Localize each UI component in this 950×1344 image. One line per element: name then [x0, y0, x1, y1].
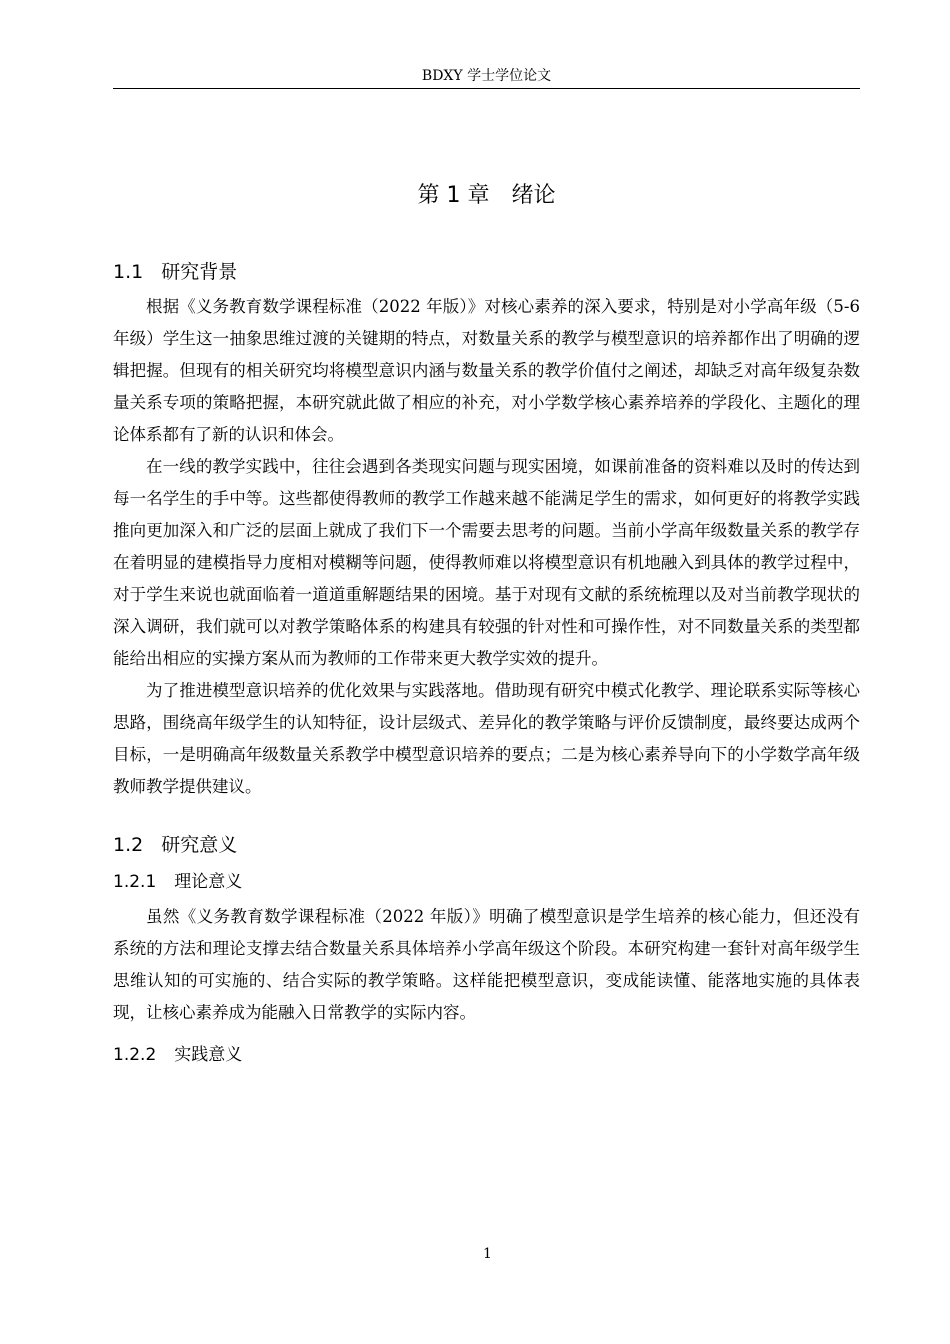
section-number: 1.1 [113, 261, 144, 283]
section-number: 1.2 [113, 834, 144, 856]
section-title: 研究背景 [161, 261, 238, 283]
section-title: 研究意义 [161, 834, 238, 856]
subsection-heading-1-2-1 [113, 866, 860, 898]
subsection-title: 理论意义 [174, 872, 243, 892]
subsection-number: 1.2.1 [113, 872, 157, 892]
page-number: 1 [483, 1246, 492, 1262]
paragraph: 为了推进模型意识培养的优化效果与实践落地。借助现有研究中模式化教学、理论联系实际等核心思路，围绕高年级学生的认知特征，设计层级式、差异化的教学策略与评价反馈制度，最终要达成两个目标，一是明确高年级数量关系教学中模型意识培养的要点；二是为核心素养导向下的小学数学高年级教师教学提供建议。 [113, 681, 860, 796]
page-content [113, 176, 860, 1074]
subsection-number: 1.2.2 [113, 1045, 157, 1065]
subsection-heading-1-2-2 [113, 1039, 860, 1071]
paragraph: 虽然《义务教育数学课程标准（2022 年版）》明确了模型意识是学生培养的核心能力，但还没有系统的方法和理论支撑去结合数量关系具体培养小学高年级这个阶段。本研究构建一套针对高年级学生思维认知的可实施的、结合实际的教学策略。这样能把模型意识，变成能读懂、能落地实施的具体表现，让核心素养成为能融入日常教学的实际内容。 [113, 907, 860, 1022]
paragraph: 根据《义务教育数学课程标准（2022 年版）》对核心素养的深入要求，特别是对小学高年级（5-6 年级）学生这一抽象思维过渡的关键期的特点，对数量关系的教学与模型意识的培养都作出了明确的逻辑把握。但现有的相关研究均将模型意识内涵与数量关系的教学价值付之阐述，却缺乏对高年级复杂数量关系专项的策略把握，本研究就此做了相应的补充，对小学数学核心素养培养的学段化、主题化的理论体系都有了新的认识和体会。 [113, 297, 860, 444]
section-heading-1-2 [113, 829, 860, 861]
subsection-title: 实践意义 [174, 1045, 243, 1065]
running-header: BDXY 学士学位论文 [421, 68, 552, 84]
paragraph: 在一线的教学实践中，往往会遇到各类现实问题与现实困境，如课前准备的资料难以及时的传达到每一名学生的手中等。这些都使得教师的教学工作越来越不能满足学生的需求，如何更好的将教学实践推向更加深入和广泛的层面上就成了我们下一个需要去思考的问题。当前小学高年级数量关系的教学存在着明显的建模指导力度相对模糊等问题，使得教师难以将模型意识有机地融入到具体的教学过程中，对于学生来说也就面临着一道道重解题结果的困境。基于对现有文献的系统梳理以及对当前教学现状的深入调研，我们就可以对教学策略体系的构建具有较强的针对性和可操作性，对不同数量关系的类型都能给出相应的实操方案从而为教师的工作带来更大教学实效的提升。 [113, 457, 860, 668]
section-heading-1-1 [113, 256, 860, 288]
chapter-title: 第 1 章 绪论 [417, 183, 556, 208]
header-rule [113, 88, 860, 89]
